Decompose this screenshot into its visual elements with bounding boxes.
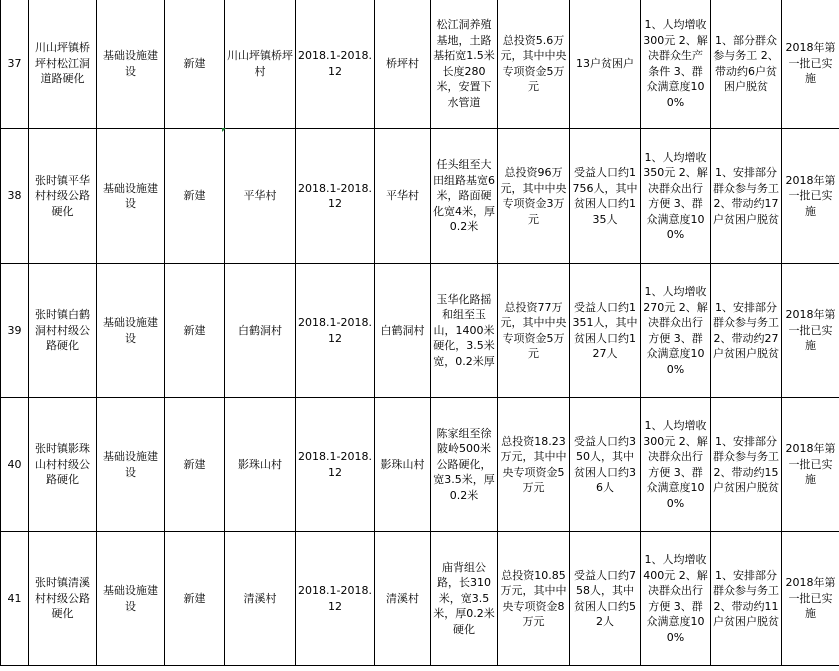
cell-no: 39 (1, 264, 29, 398)
cell-mechanism: 1、安排部分群众参与务工 2、带动约17户贫困户脱贫 (711, 129, 782, 264)
cell-status: 2018年第一批已实施 (782, 264, 839, 398)
cell-period: 2018.1-2018.12 (296, 129, 375, 264)
cell-benefit: 1、人均增收300元 2、解决群众生产条件 3、群众满意度100% (641, 0, 711, 129)
cell-content: 庙背组公路，长310米，宽3.5米，厚0.2米硬化 (431, 532, 498, 666)
table-row (1, 264, 839, 398)
cell-location: 川山坪镇桥坪村 (225, 0, 296, 129)
cell-status: 2018年第一批已实施 (782, 0, 839, 129)
cell-type: 新建 (165, 0, 225, 129)
cell-location: 清溪村 (225, 532, 296, 666)
cell-period: 2018.1-2018.12 (296, 532, 375, 666)
cell-location: 平华村 (225, 129, 296, 264)
cell-funding: 总投资77万元，其中中央专项资金5万元 (498, 264, 570, 398)
cell-beneficiary: 受益人口约758人，其中贫困人口约52人 (570, 532, 641, 666)
cell-no: 38 (1, 129, 29, 264)
cell-content: 玉华化路摇和组至玉山，1400米硬化，3.5米宽，0.2米厚 (431, 264, 498, 398)
cell-beneficiary: 受益人口约1756人，其中贫困人口约135人 (570, 129, 641, 264)
cell-funding: 总投资10.85万元，其中中央专项资金8万元 (498, 532, 570, 666)
cell-no: 41 (1, 532, 29, 666)
cell-content: 陈家组至徐陂岭500米公路硬化，宽3.5米，厚0.2米 (431, 398, 498, 532)
cell-mechanism: 1、部分群众参与务工 2、带动约6户贫困户脱贫 (711, 0, 782, 129)
cell-type: 新建 (165, 264, 225, 398)
cell-benefit: 1、人均增收400元 2、解决群众出行方便 3、群众满意度100% (641, 532, 711, 666)
cell-village: 平华村 (375, 129, 431, 264)
cell-period: 2018.1-2018.12 (296, 398, 375, 532)
cell-status: 2018年第一批已实施 (782, 398, 839, 532)
cell-type: 新建 (165, 398, 225, 532)
cell-project-name: 张时镇影珠山村村级公路硬化 (29, 398, 97, 532)
table-row (1, 532, 839, 666)
cell-benefit: 1、人均增收350元 2、解决群众出行方便 3、群众满意度100% (641, 129, 711, 264)
cell-location: 影珠山村 (225, 398, 296, 532)
cell-content: 任头组至大田组路基宽6米，路面硬化宽4米，厚0.2米 (431, 129, 498, 264)
cell-content: 松江洞养殖基地，土路基拓宽1.5米长度280米，安置下水管道 (431, 0, 498, 129)
cell-type: 新建 (165, 532, 225, 666)
cell-category: 基础设施建设 (97, 129, 165, 264)
cell-village: 桥坪村 (375, 0, 431, 129)
cell-category: 基础设施建设 (97, 0, 165, 129)
cell-village: 白鹤洞村 (375, 264, 431, 398)
cell-mechanism: 1、安排部分群众参与务工 2、带动约11户贫困户脱贫 (711, 532, 782, 666)
cell-status: 2018年第一批已实施 (782, 532, 839, 666)
cell-category: 基础设施建设 (97, 532, 165, 666)
cell-funding: 总投资5.6万元，其中中央专项资金5万元 (498, 0, 570, 129)
cell-village: 影珠山村 (375, 398, 431, 532)
comment-marker-icon (222, 128, 226, 132)
cell-no: 40 (1, 398, 29, 532)
cell-project-name: 川山坪镇桥坪村松江洞道路硬化 (29, 0, 97, 129)
cell-period: 2018.1-2018.12 (296, 264, 375, 398)
table-row (1, 0, 839, 129)
cell-beneficiary: 受益人口约350人，其中贫困人口约36人 (570, 398, 641, 532)
cell-category: 基础设施建设 (97, 264, 165, 398)
cell-funding: 总投资96万元，其中中央专项资金3万元 (498, 129, 570, 264)
cell-project-name: 张时镇白鹤洞村村级公路硬化 (29, 264, 97, 398)
cell-benefit: 1、人均增收270元 2、解决群众出行方便 3、群众满意度100% (641, 264, 711, 398)
cell-period: 2018.1-2018.12 (296, 0, 375, 129)
cell-beneficiary: 13户贫困户 (570, 0, 641, 129)
cell-funding: 总投资18.23万元，其中中央专项资金5万元 (498, 398, 570, 532)
table-row (1, 129, 839, 264)
table-row (1, 398, 839, 532)
cell-benefit: 1、人均增收300元 2、解决群众出行方便 3、群众满意度100% (641, 398, 711, 532)
cell-village: 清溪村 (375, 532, 431, 666)
cell-project-name: 张时镇平华村村级公路硬化 (29, 129, 97, 264)
cell-project-name: 张时镇清溪村村级公路硬化 (29, 532, 97, 666)
cell-beneficiary: 受益人口约1351人，其中贫困人口约127人 (570, 264, 641, 398)
cell-location: 白鹤洞村 (225, 264, 296, 398)
cell-status: 2018年第一批已实施 (782, 129, 839, 264)
cell-mechanism: 1、安排部分群众参与务工 2、带动约27户贫困户脱贫 (711, 264, 782, 398)
cell-no: 37 (1, 0, 29, 129)
cell-type: 新建 (165, 129, 225, 264)
cell-category: 基础设施建设 (97, 398, 165, 532)
cell-mechanism: 1、安排部分群众参与务工 2、带动约15户贫困户脱贫 (711, 398, 782, 532)
